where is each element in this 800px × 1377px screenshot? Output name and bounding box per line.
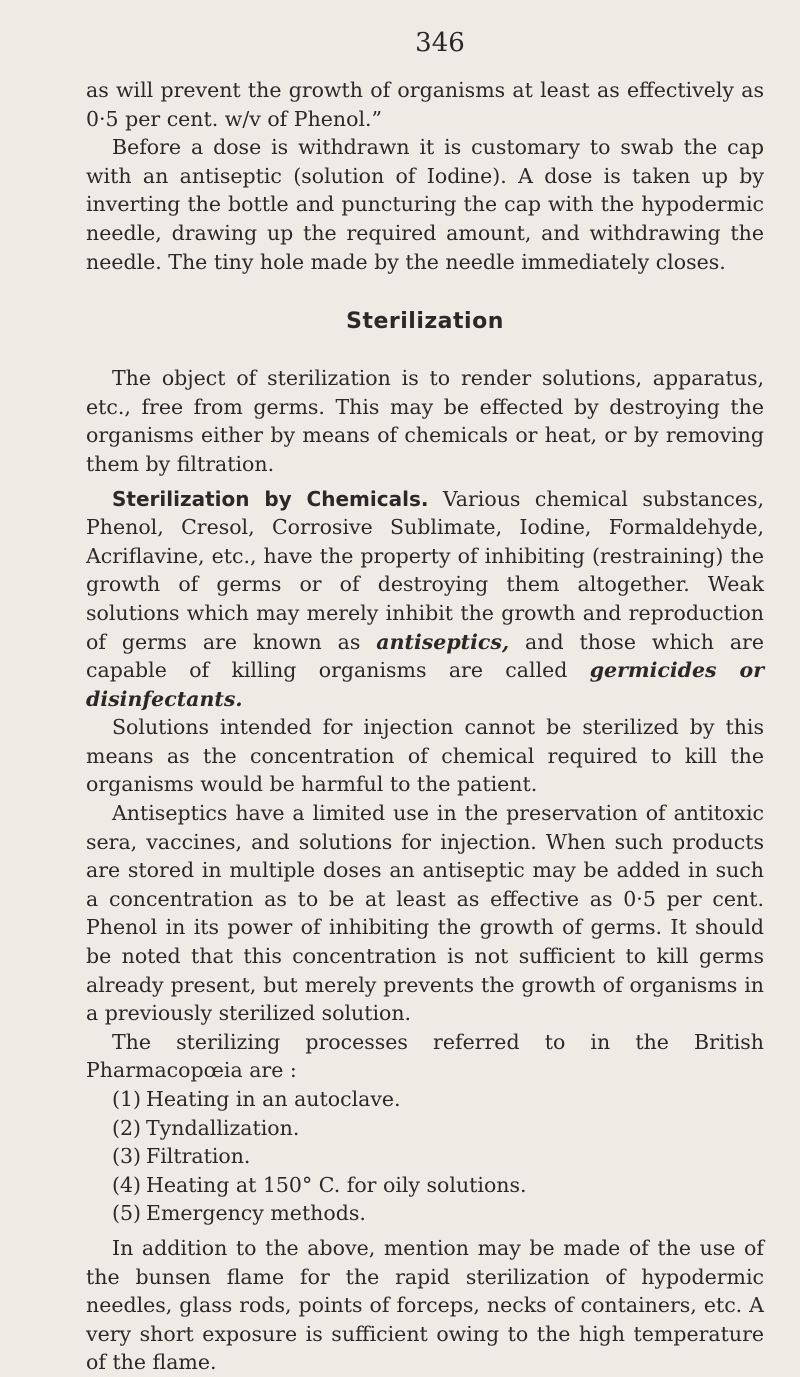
list-item-number: (2) <box>112 1115 142 1140</box>
list-item-text: Tyndallization. <box>146 1115 300 1140</box>
paragraph-processes-intro: The sterilizing processes referred to in the British Pharmacopœia are : <box>86 1029 764 1083</box>
page-number: 346 <box>415 28 465 58</box>
list-item <box>112 1085 764 1114</box>
paragraph-sterilization-by-chemicals <box>86 485 764 714</box>
list-item-text: Heating in an autoclave. <box>146 1087 401 1111</box>
list-item-number: (5) <box>112 1201 142 1226</box>
paragraph-antiseptics-use: Antiseptics have a limited use in the preservation of antitoxic sera, vaccines, and solutions for injection. When such products are stored in multiple doses an antiseptic may be added in such a concentration as to be at least as effective as 0·5 per cent. Phenol in its power of inhibiting the growth of germs. It should be noted that this concentration is not sufficient to kill germs already present, but merely prevents the growth of organisms in a previously sterilized solution. <box>86 801 764 1026</box>
list-item-number: (1) <box>112 1087 142 1111</box>
list-item-text: Filtration. <box>146 1144 251 1169</box>
paragraph-injection-solutions: Solutions intended for injection cannot be sterilized by this means as the concentration of chemical required to kill the organisms would be harmful to the patient. <box>86 715 764 797</box>
term-antiseptics: antiseptics, <box>376 629 510 654</box>
list-item <box>112 1171 764 1200</box>
paragraph-opening: as will prevent the growth of organisms at least as effectively as 0·5 per cent. w/v of Phenol.” <box>86 78 764 131</box>
list-item-text: Heating at 150° C. for oily solutions. <box>146 1172 527 1197</box>
chemicals-text-part-1: Various chemical substances, Phenol, Cresol, Corrosive Sublimate, Iodine, Formaldehyde, Acriflavine, etc., have the property of inhibiting (restraining) the growth of germs or of destroying them altogether. Weak solutions which may merely inhibit the growth and reproduction of germs are known as <box>86 486 764 654</box>
term-germicides: germicides or disinfectants. <box>86 658 764 711</box>
list-item-text: Emergency methods. <box>146 1201 366 1226</box>
sterilizing-processes-list <box>86 1085 764 1228</box>
list-item-number: (4) <box>112 1172 142 1197</box>
list-item <box>112 1199 764 1228</box>
paragraph-object-of-sterilization: The object of sterilization is to render solutions, apparatus, etc., free from germs. This may be effected by destroying the organisms either by means of chemicals or heat, or by removing them by filtration. <box>86 366 764 476</box>
list-item <box>112 1114 764 1143</box>
paragraph-bunsen-flame: In addition to the above, mention may be made of the use of the bunsen flame for the rapid sterilization of hypodermic needles, glass rods, points of forceps, necks of containers, etc. A very short exposure is sufficient owing to the high temperature of the flame. <box>86 1235 764 1375</box>
list-item <box>112 1142 764 1171</box>
chemicals-text-part-2: and those which are capable of killing organisms are called <box>86 629 764 683</box>
section-heading-sterilization: Sterilization <box>346 309 504 335</box>
list-item-number: (3) <box>112 1144 142 1169</box>
run-in-heading-chemicals: Sterilization by Chemicals. <box>112 486 429 511</box>
paragraph-swab-cap: Before a dose is withdrawn it is customary to swab the cap with an antiseptic (solution of Iodine). A dose is taken up by inverting the bottle and puncturing the cap with the hypodermic needle, drawing up the required amount, and withdrawing the needle. The tiny hole made by the needle immediately closes. <box>86 135 764 274</box>
